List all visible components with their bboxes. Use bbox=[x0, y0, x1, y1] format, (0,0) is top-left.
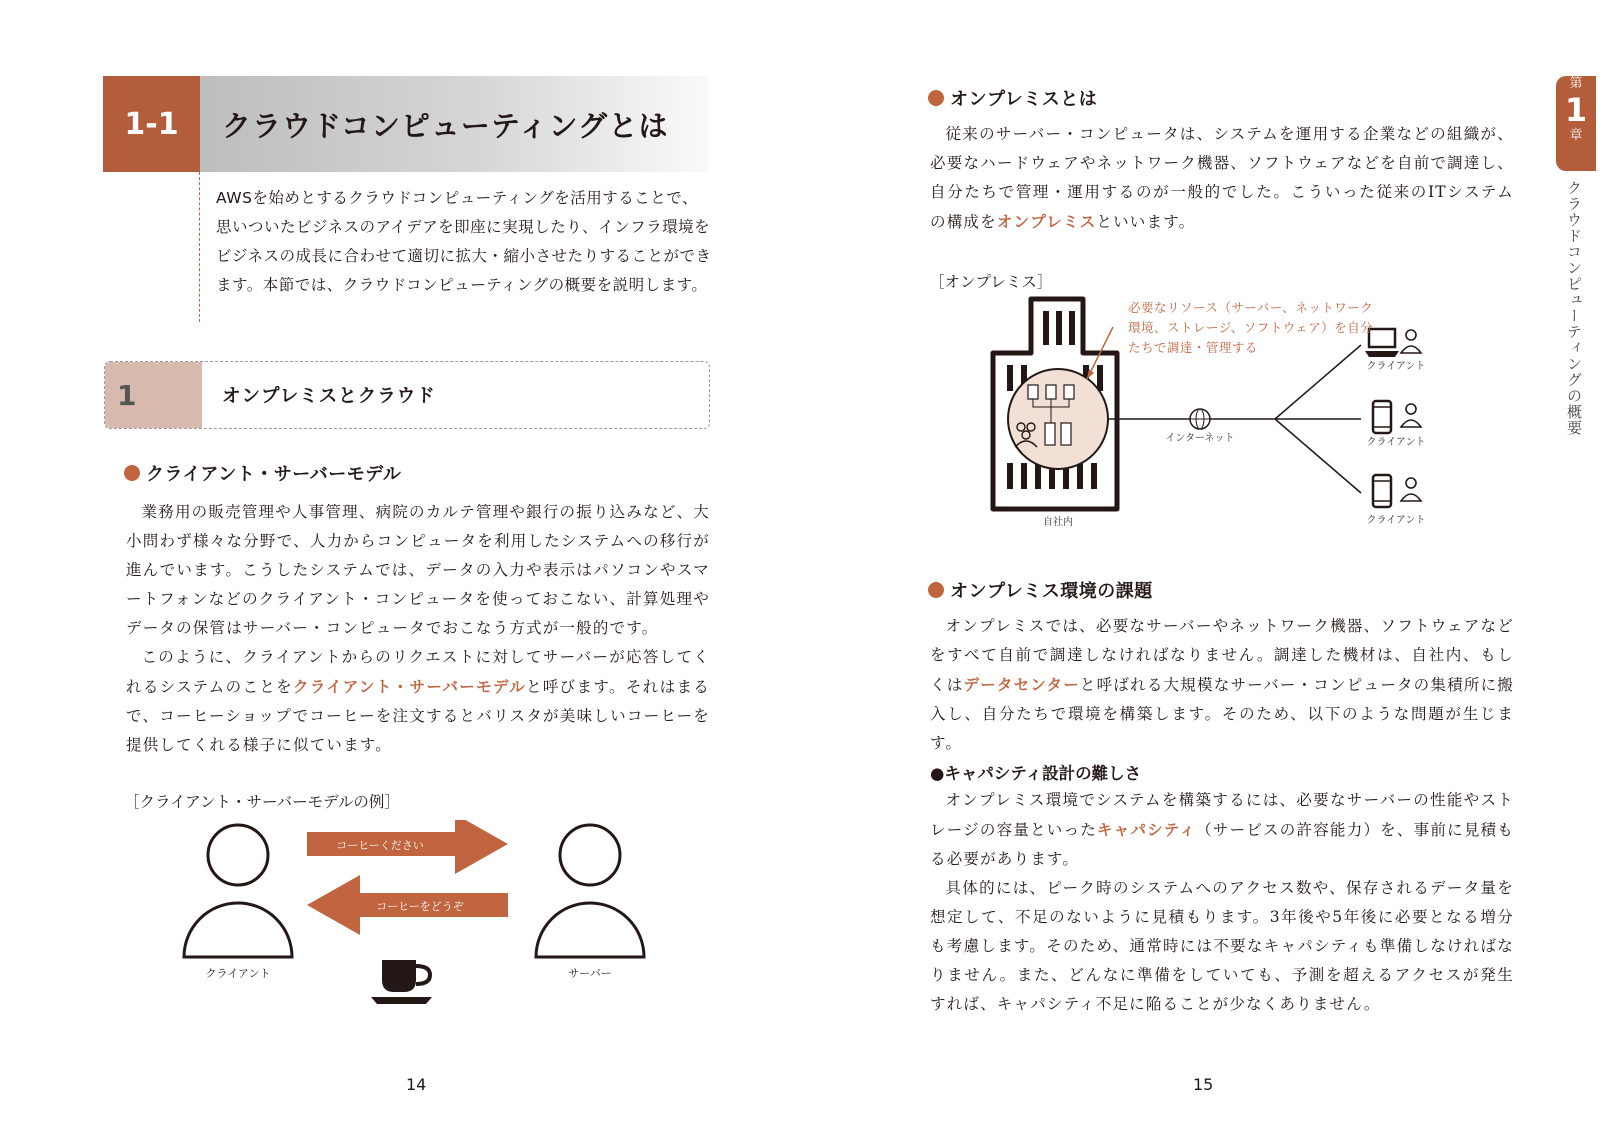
label-inhouse: 自社内 bbox=[1043, 517, 1073, 528]
figure-caption-onprem: ［オンプレミス］ bbox=[929, 273, 1053, 291]
section-header bbox=[103, 76, 709, 172]
term-datacenter: データセンター bbox=[963, 675, 1080, 694]
coffee-cup-icon bbox=[371, 960, 432, 1004]
chapter-suffix: 章 bbox=[1569, 128, 1583, 143]
section-title: クラウドコンピューティングとは bbox=[200, 76, 709, 172]
paragraph bbox=[930, 786, 1514, 874]
globe-icon bbox=[1190, 409, 1210, 429]
section-number: 1-1 bbox=[103, 76, 200, 172]
bullet-dot bbox=[928, 90, 944, 106]
text-run: オンプレミス環境でシステムを構築するには、必要なサーバーの性能やストレージの容量といった bbox=[930, 791, 1514, 839]
heading-onprem bbox=[928, 85, 1097, 111]
subsection-header bbox=[104, 361, 710, 429]
server-icon bbox=[1028, 385, 1074, 399]
label-client-3: クライアント bbox=[1366, 515, 1426, 526]
text-run: といいます。 bbox=[1096, 213, 1196, 231]
paragraph: 具体的には、ピーク時のシステムへのアクセス数や、保存されるデータ量を想定して、不足のないように見積もります。3年後や5年後に必要となる増分も考慮します。そのため、通常時には不要なキャパシティも準備しなければなりません。また、どんなに準備をしていても、予測を超えるアクセスが発生すれば、キャパシティ不足に陥ることが少なくありません。 bbox=[930, 879, 1514, 1013]
label-client-1: クライアント bbox=[1366, 361, 1426, 372]
client-server-body bbox=[126, 498, 710, 760]
user-icon bbox=[1401, 330, 1421, 353]
heading-client-server-text: クライアント・サーバーモデル bbox=[146, 464, 402, 485]
arrow-request-label: コーヒーください bbox=[336, 839, 424, 852]
client-server-figure bbox=[170, 820, 660, 1030]
building-icon bbox=[993, 299, 1117, 509]
chapter-prefix: 第 bbox=[1569, 76, 1583, 91]
page-number-left: 14 bbox=[406, 1075, 427, 1094]
chapter-title-vertical: クラウドコンピューティングの概要 bbox=[1565, 180, 1583, 436]
bullet-dot bbox=[928, 582, 944, 598]
label-server: サーバー bbox=[568, 967, 612, 980]
onprem-body bbox=[930, 120, 1514, 237]
subsection-title: オンプレミスとクラウド bbox=[222, 386, 436, 407]
section-intro: AWSを始めとするクラウドコンピューティングを活用することで、思いついたビジネスのアイデアを即座に実現したり、インフラ環境をビジネスの成長に合わせて適切に拡大・縮小させたりすることができます。本節では、クラウドコンピューティングの概要を説明します。 bbox=[216, 189, 712, 294]
figure-note-onprem: 必要なリソース（サーバー、ネットワーク環境、ストレージ、ソフトウェア）を自分たちで調達・管理する bbox=[1128, 300, 1374, 355]
arrow-response-label: コーヒーをどうぞ bbox=[376, 900, 464, 913]
text-run: と呼ばれる大規模なサーバー・コンピュータの集積所に搬入し、自分たちで環境を構築します。そのため、以下のような問題が生じます。 bbox=[930, 676, 1514, 752]
term-client-server: クライアント・サーバーモデル bbox=[293, 677, 526, 696]
text-run: オンプレミスでは、必要なサーバーやネットワーク機器、ソフトウェアなどをすべて自前で調達しなければなりません。調達した機材は、自社内、もしくは bbox=[930, 617, 1514, 694]
chapter-number: 1 bbox=[1564, 91, 1588, 129]
page-number-right: 15 bbox=[1193, 1075, 1214, 1094]
text-run: このように、クライアントからのリクエストに対してサーバーが応答してくれるシステムのことを bbox=[126, 648, 710, 696]
paragraph bbox=[930, 612, 1514, 758]
intro-divider bbox=[199, 172, 200, 322]
paragraph bbox=[126, 643, 710, 760]
bullet-dot bbox=[124, 465, 140, 481]
user-icon bbox=[184, 825, 292, 957]
heading-capacity: ●キャパシティ設計の難しさ bbox=[930, 764, 1142, 783]
text-run: と呼びます。それはまるで、コーヒーショップでコーヒーを注文するとバリスタが美味しいコーヒーを提供してくれる様子に似ています。 bbox=[126, 678, 711, 754]
term-capacity: キャパシティ bbox=[1097, 820, 1197, 839]
capacity-body bbox=[930, 786, 1514, 1019]
text-run: 従来のサーバー・コンピュータは、システムを運用する企業などの組織が、必要なハードウェアやネットワーク機器、ソフトウェアなどを自前で調達し、自分たちで管理・運用するのが一般的でした。こういった従来のITシステムの構成を bbox=[930, 125, 1514, 231]
smartphone-icon bbox=[1373, 475, 1391, 507]
figure-caption-client-server: ［クライアント・サーバーモデルの例］ bbox=[124, 793, 400, 811]
smartphone-icon bbox=[1373, 401, 1391, 433]
user-icon bbox=[1401, 404, 1421, 427]
chapter-tab bbox=[1556, 76, 1596, 171]
user-icon bbox=[1401, 478, 1421, 501]
term-onprem: オンプレミス bbox=[996, 212, 1097, 231]
label-internet: インターネット bbox=[1165, 433, 1235, 444]
issues-body bbox=[930, 612, 1514, 758]
heading-issues-text: オンプレミス環境の課題 bbox=[950, 581, 1153, 602]
heading-client-server bbox=[124, 460, 401, 486]
heading-onprem-text: オンプレミスとは bbox=[950, 89, 1098, 110]
heading-issues bbox=[928, 577, 1153, 603]
paragraph bbox=[930, 120, 1514, 237]
text-run: （サービスの許容能力）を、事前に見積もる必要があります。 bbox=[930, 821, 1514, 868]
paragraph: 業務用の販売管理や人事管理、病院のカルテ管理や銀行の振り込みなど、大小問わず様々な分野で、人力からコンピュータを利用したシステムへの移行が進んでいます。こうしたシステムでは、データの入力や表示はパソコンやスマートフォンなどのクライアント・コンピュータを使っておこない、計算処理やデータの保管はサーバー・コンピュータでおこなう方式が一般的です。 bbox=[126, 503, 710, 637]
label-client: クライアント bbox=[205, 967, 271, 980]
user-icon bbox=[536, 825, 644, 957]
subsection-number: 1 bbox=[105, 362, 202, 428]
label-client-2: クライアント bbox=[1366, 437, 1426, 448]
